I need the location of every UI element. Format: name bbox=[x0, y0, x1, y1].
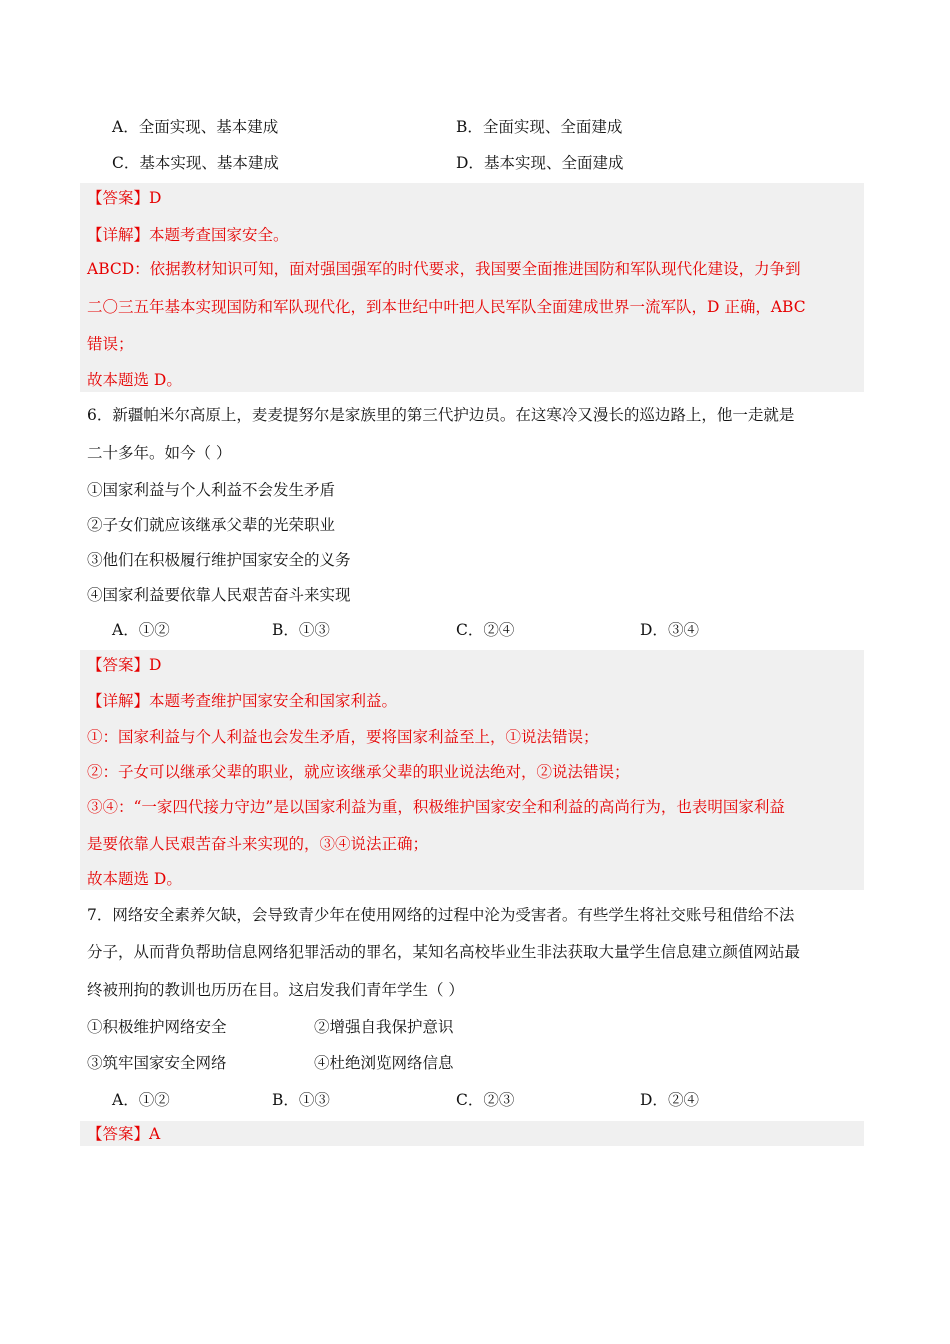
q6-option-c: C．②④ bbox=[456, 621, 515, 639]
q7-option-b: B．①③ bbox=[272, 1091, 330, 1109]
q6-statement-4: ④国家利益要依靠人民艰苦奋斗来实现 bbox=[87, 586, 351, 604]
q7-option-d: D．②④ bbox=[640, 1091, 699, 1109]
q7-answer: 【答案】A bbox=[87, 1125, 161, 1143]
q7-stem-line-2: 分子，从而背负帮助信息网络犯罪活动的罪名，某知名高校毕业生非法获取大量学生信息建立颜值网站最 bbox=[87, 943, 801, 961]
q6-statement-2: ②子女们就应该继承父辈的光荣职业 bbox=[87, 516, 336, 534]
q5-detail: 【详解】本题考查国家安全。 bbox=[87, 226, 289, 244]
q5-option-c: C．基本实现、基本建成 bbox=[112, 154, 279, 172]
q6-statement-3: ③他们在积极履行维护国家安全的义务 bbox=[87, 551, 351, 569]
q5-option-b: B．全面实现、全面建成 bbox=[456, 118, 623, 136]
q5-explain-line-2: 二〇三五年基本实现国防和军队现代化，到本世纪中叶把人民军队全面建成世界一流军队，D 正确，ABC bbox=[87, 298, 806, 316]
q6-option-d: D．③④ bbox=[640, 621, 699, 639]
q6-explain-line-1: ①：国家利益与个人利益也会发生矛盾，要将国家利益至上，①说法错误； bbox=[87, 728, 599, 746]
q6-answer: 【答案】D bbox=[87, 656, 162, 674]
q5-option-d: D．基本实现、全面建成 bbox=[456, 154, 624, 172]
q5-explain-line-1: ABCD：依据教材知识可知，面对强国强军的时代要求，我国要全面推进国防和军队现代化建设，力争到 bbox=[87, 260, 801, 278]
q6-statement-1: ①国家利益与个人利益不会发生矛盾 bbox=[87, 481, 336, 499]
q6-explain-line-4: 是要依靠人民艰苦奋斗来实现的，③④说法正确； bbox=[87, 835, 429, 853]
q7-option-c: C．②③ bbox=[456, 1091, 515, 1109]
q7-statement-4: ④杜绝浏览网络信息 bbox=[314, 1054, 454, 1072]
q6-conclusion: 故本题选 D。 bbox=[87, 870, 182, 888]
q6-stem-line-2: 二十多年。如今（ ） bbox=[87, 444, 232, 462]
q6-explain-line-3: ③④：“一家四代接力守边”是以国家利益为重，积极维护国家安全和利益的高尚行为，也表明国家利益 bbox=[87, 798, 785, 816]
q5-option-a: A．全面实现、基本建成 bbox=[112, 118, 279, 136]
q6-option-b: B．①③ bbox=[272, 621, 330, 639]
q7-statement-3: ③筑牢国家安全网络 bbox=[87, 1054, 227, 1072]
q6-stem-line-1: 6．新疆帕米尔高原上，麦麦提努尔是家族里的第三代护边员。在这寒冷又漫长的巡边路上，他一走就是 bbox=[87, 406, 795, 424]
q5-conclusion: 故本题选 D。 bbox=[87, 371, 182, 389]
q7-option-a: A．①② bbox=[112, 1091, 170, 1109]
q7-answer-block bbox=[80, 1121, 864, 1146]
q7-stem-line-1: 7．网络安全素养欠缺，会导致青少年在使用网络的过程中沦为受害者。有些学生将社交账号租借给不法 bbox=[87, 906, 795, 924]
q7-stem-line-3: 终被刑拘的教训也历历在目。这启发我们青年学生（ ） bbox=[87, 981, 464, 999]
q6-explain-line-2: ②：子女可以继承父辈的职业，就应该继承父辈的职业说法绝对，②说法错误； bbox=[87, 763, 630, 781]
q5-explain-line-3: 错误； bbox=[87, 335, 134, 353]
q5-answer: 【答案】D bbox=[87, 189, 162, 207]
q5-answer-block bbox=[80, 183, 864, 392]
q7-statement-2: ②增强自我保护意识 bbox=[314, 1018, 454, 1036]
q6-detail: 【详解】本题考查维护国家安全和国家利益。 bbox=[87, 692, 398, 710]
q7-statement-1: ①积极维护网络安全 bbox=[87, 1018, 227, 1036]
q6-option-a: A．①② bbox=[112, 621, 170, 639]
